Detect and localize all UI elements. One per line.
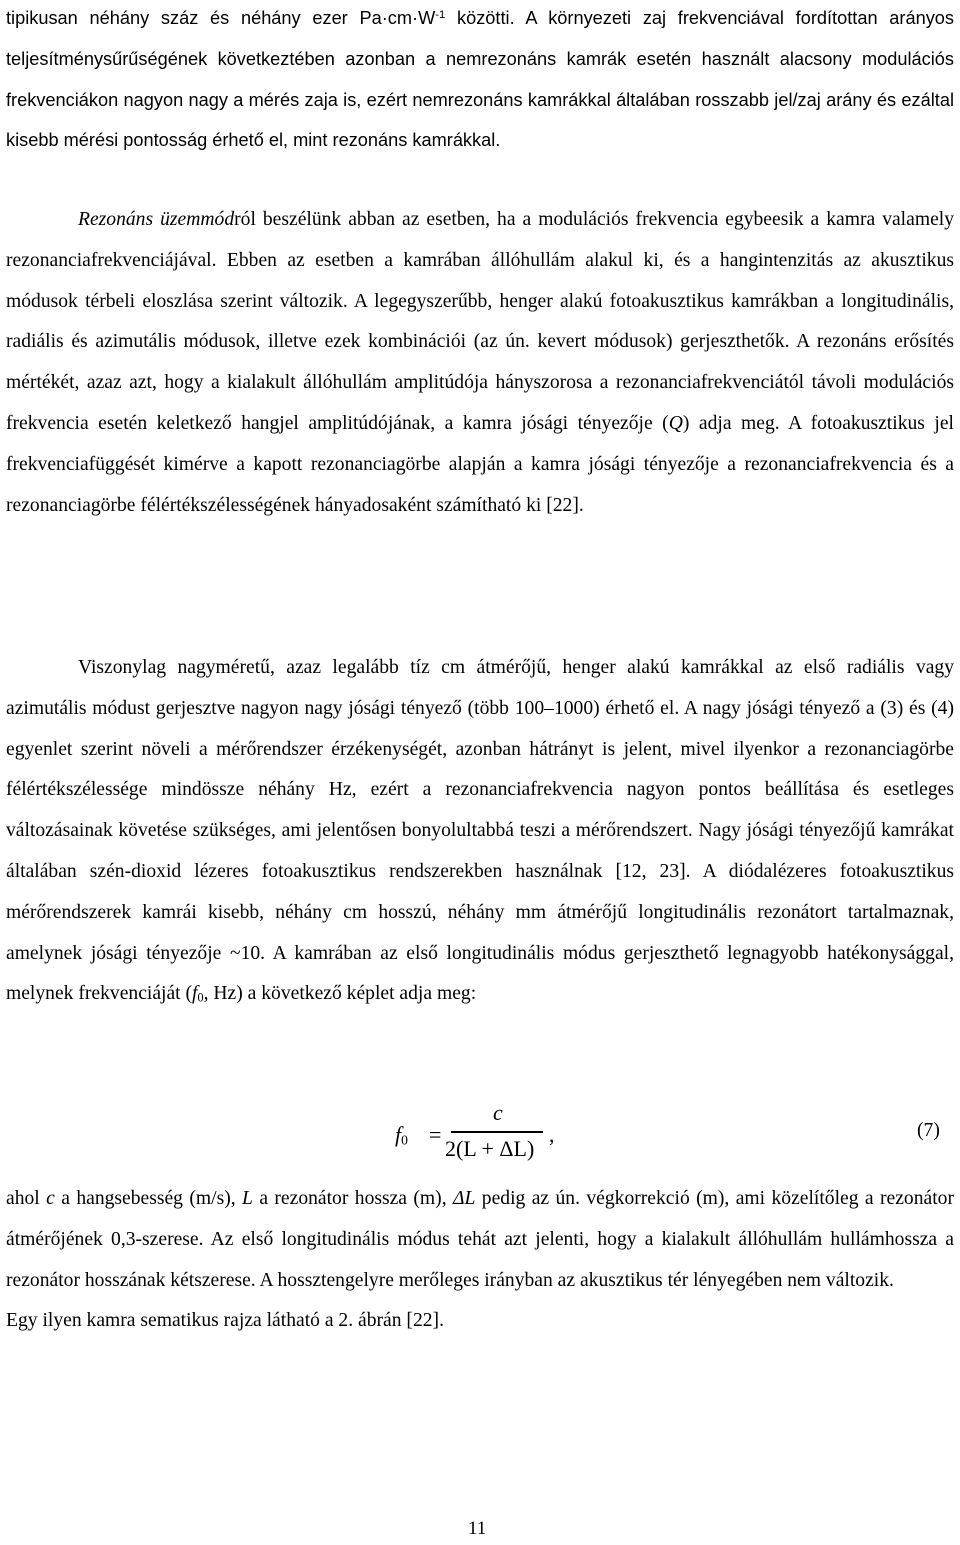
- paragraph-1-text-b: közötti. A környezeti zaj frekvenciával fordítottan arányos teljesítménysűrűségének következtében azonban a nemrezonáns kamrák esetén használt alacsony modulációs frekvenciákon nagyon nagy a mérés zaja is, ezért nemrezonáns kamrákkal általában rosszabb jel/zaj arány és ezáltal kisebb mérési pontosság érhető el, mint rezonáns kamrákkal.: [6, 8, 954, 151]
- formula-equals: =: [429, 1122, 442, 1147]
- l-symbol: L: [242, 1188, 253, 1209]
- f0-subscript: 0: [197, 990, 204, 1005]
- paragraph-4-text-d: pedig az ún. végkorrekció (m), ami közelítőleg a rezonátor átmérőjének 0,3-szerese. Az első longitudinális módus tehát azt jelenti, hogy a kialakult állóhullám hullámhossza a rezonátor hosszának kétszerese. A hossztengelyre merőleges irányban az akusztikus tér lényegében nem változik.: [6, 1188, 954, 1291]
- equation-number: (7): [917, 1120, 940, 1141]
- paragraph-4-text-a: ahol: [6, 1188, 47, 1209]
- fraction-bar: [451, 1131, 543, 1133]
- paragraph-5: Egy ilyen kamra sematikus rajza látható a 2. ábrán [22].: [6, 1310, 444, 1332]
- term-rezonans-uzemmod: Rezonáns üzemmód: [78, 209, 235, 230]
- formula-denominator: 2(L + ΔL): [445, 1136, 535, 1161]
- paragraph-4: [6, 1179, 954, 1342]
- paragraph-1-text-a: tipikusan néhány száz és néhány ezer Pa·cm·W: [6, 8, 436, 28]
- paragraph-4-text-c: a rezonátor hossza (m),: [252, 1188, 453, 1209]
- paragraph-3: [6, 648, 954, 1015]
- formula-comma: ,: [549, 1122, 555, 1147]
- paragraph-4-text-b: a hangsebesség (m/s),: [54, 1188, 243, 1209]
- f0-symbol: f: [192, 983, 198, 1005]
- paragraph-2-text-a: ról beszélünk abban az esetben, ha a modulációs frekvencia egybeesik a kamra valamely rezonanciafrekvenciájával. Ebben az esetben a kamrában állóhullám alakul ki, és a hangintenzitás az akusztikus módusok térbeli eloszlása szerint változik. A legegyszerűbb, henger alakú fotoakusztikus kamrákban a longitudinális, radiális és azimutális módusok, illetve ezek kombinációi (az ún. kevert módusok) gerjeszthetők. A rezonáns erősítés mértékét, azaz azt, hogy a kialakult állóhullám amplitúdója hányszorosa a rezonanciafrekvenciától távoli modulációs frekvencia esetén keletkező hangjel amplitúdójának, a kamra jósági tényezője (: [6, 209, 955, 434]
- page-number: 11: [468, 1518, 487, 1539]
- paragraph-1: [6, 0, 954, 161]
- delta-l-symbol: ΔL: [452, 1188, 476, 1209]
- paragraph-3-text-a: Viszonylag nagyméretű, azaz legalább tíz cm átmérőjű, henger alakú kamrákkal az első radiális vagy azimutális módust gerjesztve nagyon nagy jósági tényező (több 100–1000) érhető el. A nagy jósági tényező a (3) és (4) egyenlet szerint növeli a mérőrendszer érzékenységét, azonban hátrányt is jelent, mivel ilyenkor a rezonanciagörbe félértékszélessége mindössze néhány Hz, ezért a rezonanciafrekvencia nagyon pontos beállítása és esetleges változásainak követése szükséges, ami jelentősen bonyolultabbá teszi a mérőrendszert. Nagy jósági tényezőjű kamrákat általában szén-dioxid lézeres fotoakusztikus rendszerekben használnak [12, 23]. A diódalézeres fotoakusztikus mérőrendszerek kamrái kisebb, néhány cm hosszú, néhány mm átmérőjű longitudinális rezonátort tartalmaznak, amelynek jósági tényezője ~10. A kamrában az első longitudinális módus gerjeszthető legnagyobb hatékonysággal, melynek frekvenciáját (: [6, 657, 954, 1005]
- formula-7: [395, 1100, 695, 1170]
- paragraph-2-text-b: ) adja meg. A fotoakusztikus jel frekvenciafüggését kimérve a kapott rezonanciagörbe alapján a kamra jósági tényezője a rezonanciafrekvencia és a rezonanciagörbe félértékszélességének hányadosaként számítható ki [22].: [6, 412, 955, 516]
- formula-lhs: [395, 1122, 408, 1148]
- formula-lhs-symbol: f: [395, 1122, 402, 1147]
- c-symbol: c: [46, 1188, 55, 1209]
- paragraph-1-superscript: -1: [435, 8, 446, 21]
- paragraph-2: [6, 200, 954, 526]
- formula-lhs-subscript: 0: [401, 1132, 408, 1148]
- paragraph-3-text-b: , Hz) a következő képlet adja meg:: [203, 983, 477, 1005]
- formula-numerator: c: [493, 1100, 503, 1125]
- q-symbol: Q: [668, 412, 683, 434]
